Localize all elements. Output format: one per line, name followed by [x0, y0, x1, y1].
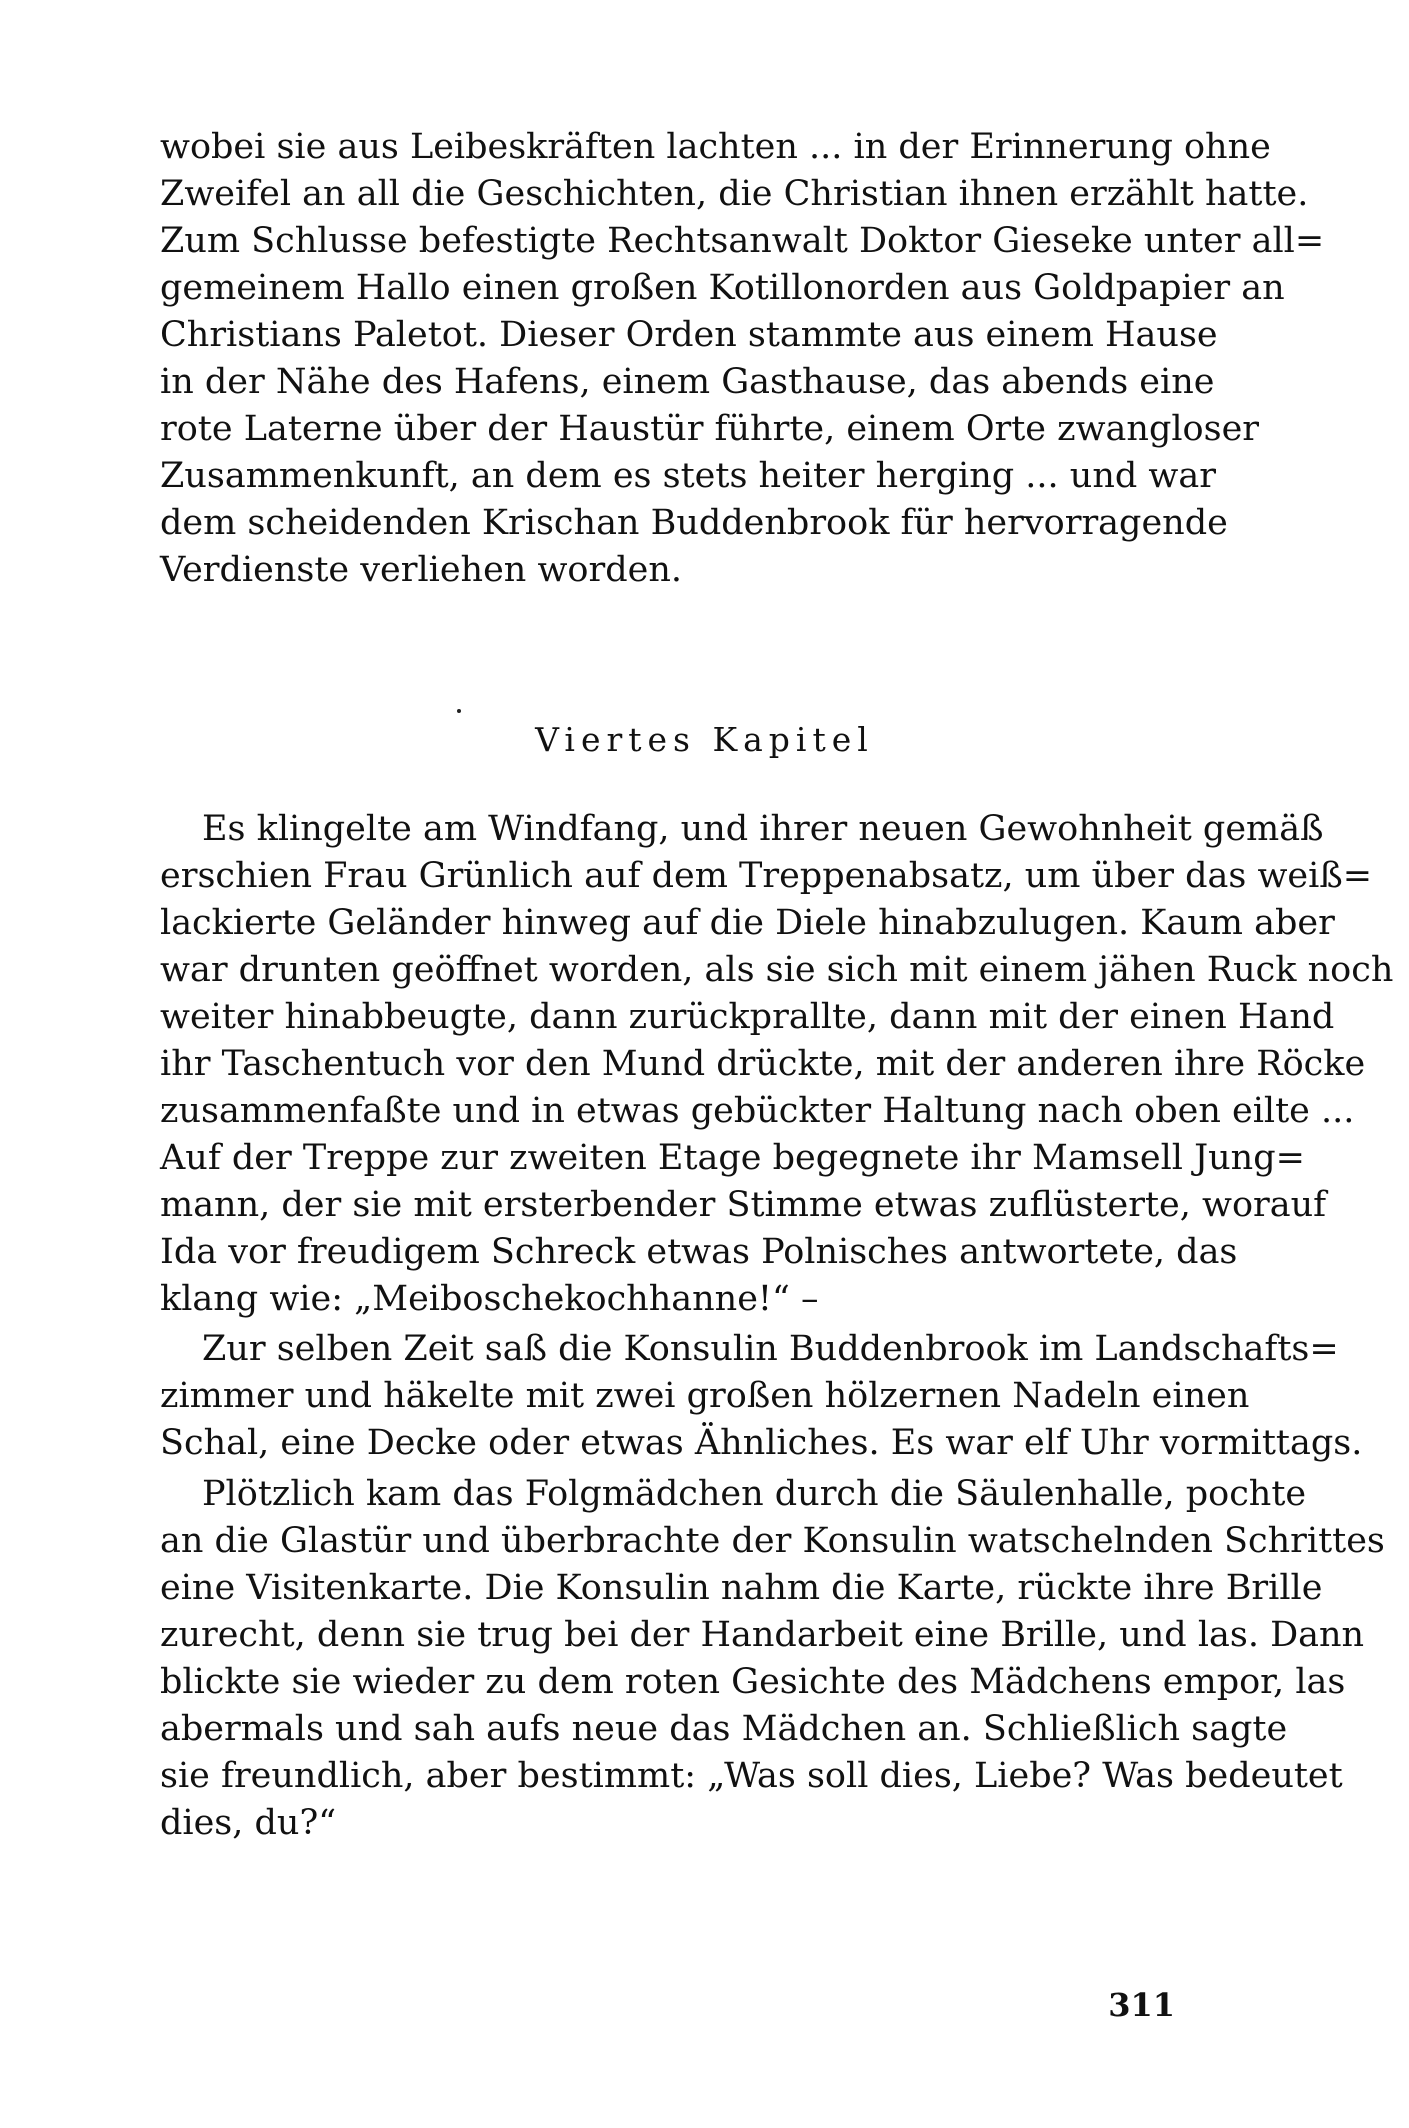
paragraph-chapter-end [160, 124, 1325, 594]
chapter-heading: Viertes Kapitel [535, 720, 874, 759]
text-line: dem scheidenden Krischan Buddenbrook für hervorragende [160, 503, 1228, 543]
text-line: zusammenfaßte und in etwas gebückter Haltung nach oben eilte ... [160, 1091, 1355, 1131]
page-number: 311 [1108, 1986, 1175, 2024]
text-line: erschien Frau Grünlich auf dem Treppenabsatz, um über das weiß= [160, 856, 1373, 896]
text-line: Zusammenkunft, an dem es stets heiter herging ... und war [160, 456, 1216, 496]
text-line: Auf der Treppe zur zweiten Etage begegnete ihr Mamsell Jung= [160, 1138, 1305, 1178]
text-line: Zweifel an all die Geschichten, die Christian ihnen erzählt hatte. [160, 174, 1309, 214]
text-line: rote Laterne über der Haustür führte, einem Orte zwangloser [160, 409, 1260, 449]
text-line: Plötzlich kam das Folgmädchen durch die Säulenhalle, pochte [202, 1474, 1307, 1514]
text-line: mann, der sie mit ersterbender Stimme etwas zuflüsterte, worauf [160, 1185, 1327, 1225]
text-line: gemeinem Hallo einen großen Kotillonorden aus Goldpapier an [160, 268, 1285, 308]
text-line: dies, du?“ [160, 1803, 337, 1843]
text-line: Ida vor freudigem Schreck etwas Polnisches antwortete, das [160, 1232, 1238, 1272]
text-line: Zum Schlusse befestigte Rechtsanwalt Doktor Gieseke unter all= [160, 221, 1325, 261]
text-line: zurecht, denn sie trug bei der Handarbeit eine Brille, und las. Dann [160, 1615, 1365, 1655]
text-line: ihr Taschentuch vor den Mund drückte, mit der anderen ihre Röcke [160, 1044, 1366, 1084]
text-line: Verdienste verliehen worden. [160, 550, 683, 590]
text-line: abermals und sah aufs neue das Mädchen an. Schließlich sagte [160, 1709, 1288, 1749]
text-line: Schal, eine Decke oder etwas Ähnliches. Es war elf Uhr vormittags. [160, 1423, 1363, 1463]
text-line: wobei sie aus Leibeskräften lachten ... in der Erinnerung ohne [160, 127, 1271, 167]
text-line: Christians Paletot. Dieser Orden stammte aus einem Hause [160, 315, 1218, 355]
text-line: blickte sie wieder zu dem roten Gesichte des Mädchens empor, las [160, 1662, 1346, 1702]
text-line: an die Glastür und überbrachte der Konsulin watschelnden Schrittes [160, 1521, 1385, 1561]
text-line: Es klingelte am Windfang, und ihrer neuen Gewohnheit gemäß [202, 809, 1324, 849]
text-line: war drunten geöffnet worden, als sie sich mit einem jähen Ruck noch [160, 950, 1394, 990]
decorative-dot [457, 709, 461, 713]
text-line: klang wie: „Meiboschekochhanne!“ – [160, 1279, 819, 1319]
text-line: weiter hinabbeugte, dann zurückprallte, dann mit der einen Hand [160, 997, 1335, 1037]
paragraph [160, 806, 1394, 1323]
text-line: lackierte Geländer hinweg auf die Diele hinabzulugen. Kaum aber [160, 903, 1335, 943]
text-line: zimmer und häkelte mit zwei großen hölzernen Nadeln einen [160, 1376, 1250, 1416]
paragraph [160, 1471, 1385, 1847]
text-line: in der Nähe des Hafens, einem Gasthause, das abends eine [160, 362, 1215, 402]
text-line: eine Visitenkarte. Die Konsulin nahm die Karte, rückte ihre Brille [160, 1568, 1323, 1608]
text-line: Zur selben Zeit saß die Konsulin Buddenbrook im Landschafts= [202, 1329, 1339, 1369]
text-line: sie freundlich, aber bestimmt: „Was soll dies, Liebe? Was bedeutet [160, 1756, 1343, 1796]
paragraph [160, 1326, 1363, 1467]
